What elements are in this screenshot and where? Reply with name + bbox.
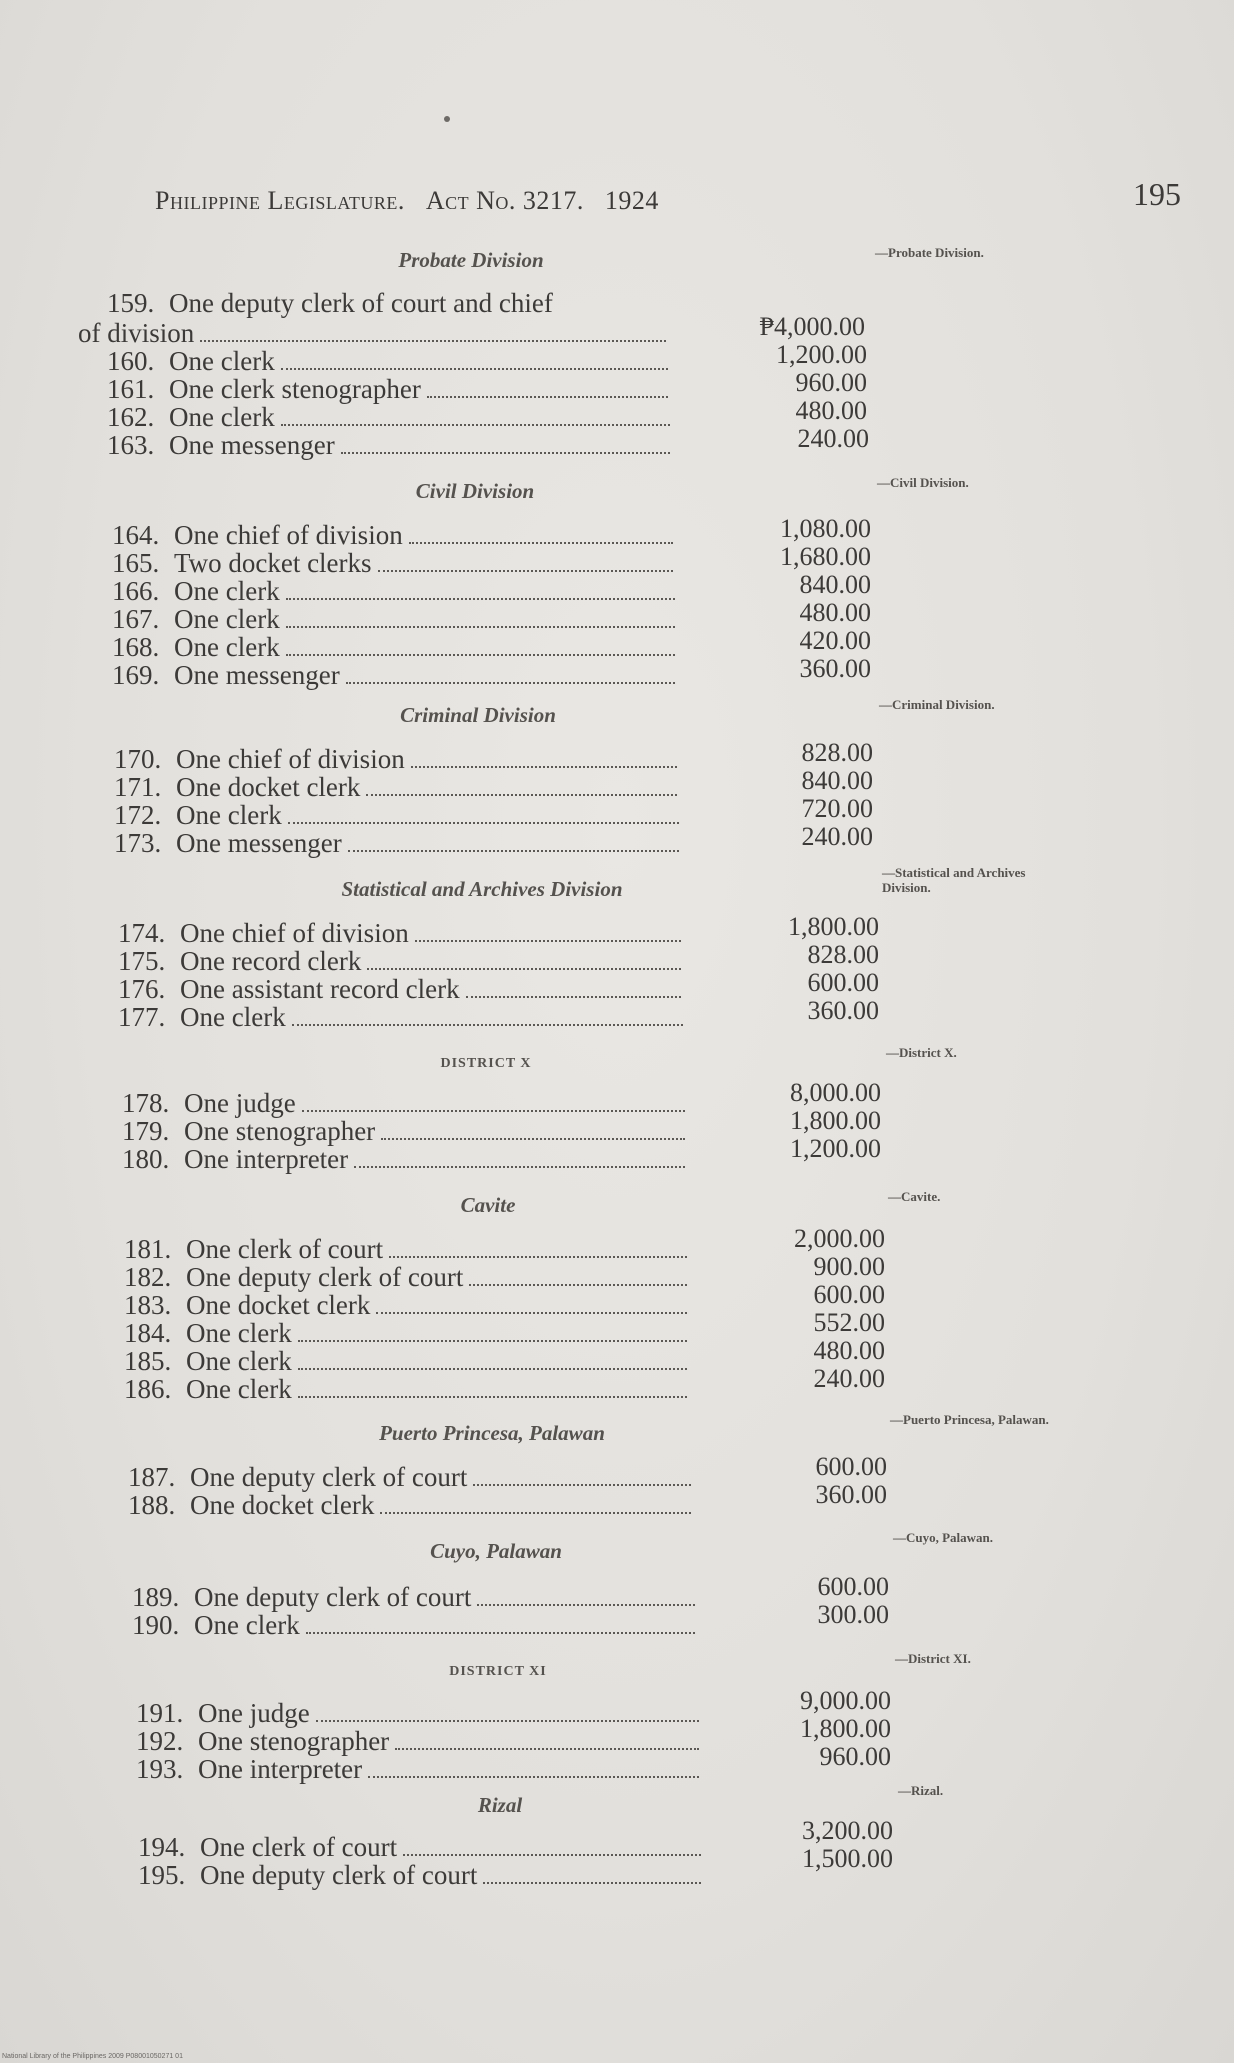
item-number: 184.: [124, 1318, 172, 1348]
list-item: [107, 431, 672, 459]
dot-leader: [286, 654, 675, 656]
item-text: One clerk: [186, 1374, 292, 1404]
item-number: 164.: [112, 520, 160, 550]
dot-leader: [367, 968, 681, 970]
item-number: 166.: [112, 576, 160, 606]
list-item: [124, 1291, 689, 1319]
amount: 480.00: [799, 598, 871, 627]
item-text: One clerk: [174, 604, 280, 634]
item-text: One clerk: [180, 1002, 286, 1032]
item-number: 191.: [136, 1698, 184, 1728]
dot-leader: [376, 1312, 687, 1314]
item-text: One judge: [184, 1088, 296, 1118]
amount: 480.00: [795, 396, 867, 425]
section-heading: Rizal: [477, 1793, 523, 1817]
item-number: 189.: [132, 1582, 180, 1612]
list-item: [124, 1347, 689, 1375]
item-text: One deputy clerk of court: [194, 1582, 472, 1612]
dot-leader: [346, 682, 675, 684]
amount: 300.00: [817, 1600, 889, 1629]
item-number: 163.: [107, 430, 155, 460]
district-heading: DISTRICT X: [440, 1056, 532, 1071]
dot-leader: [286, 626, 675, 628]
list-item: [112, 605, 677, 633]
item-number: 170.: [114, 744, 162, 774]
margin-note: —District X.: [886, 1045, 957, 1060]
item-number: 175.: [118, 946, 166, 976]
item-number: 185.: [124, 1346, 172, 1376]
margin-note: —Puerto Princesa, Palawan.: [890, 1412, 1049, 1427]
margin-note: —Cuyo, Palawan.: [893, 1530, 994, 1545]
dot-leader: [354, 1166, 685, 1168]
district-heading: DISTRICT XI: [449, 1664, 547, 1679]
item-number: 177.: [118, 1002, 166, 1032]
item-text: One clerk: [186, 1346, 292, 1376]
amount: ₱4,000.00: [759, 312, 865, 341]
dot-leader: [380, 1512, 691, 1514]
list-item: [136, 1755, 701, 1783]
amount: 1,680.00: [780, 542, 871, 571]
item-text: One clerk: [174, 576, 280, 606]
dot-leader: [469, 1284, 687, 1286]
amount: 9,000.00: [800, 1686, 891, 1715]
list-item: [114, 829, 681, 857]
running-header: [155, 186, 659, 216]
item-number: 178.: [122, 1088, 170, 1118]
item-text: One stenographer: [184, 1116, 376, 1146]
amount: 600.00: [813, 1280, 885, 1309]
list-item: [118, 919, 683, 947]
section-heading: Civil Division: [415, 479, 535, 503]
item-text: One chief of division: [174, 520, 403, 550]
item-number: 159.: [107, 288, 155, 318]
dot-leader: [298, 1368, 687, 1370]
item-number: 181.: [124, 1234, 172, 1264]
header-legislature: Philippine Legislature.: [155, 186, 405, 215]
dot-leader: [341, 452, 670, 454]
amount: 1,800.00: [790, 1106, 881, 1135]
list-item: [112, 633, 677, 661]
item-number: 173.: [114, 828, 162, 858]
item-text: One interpreter: [198, 1754, 363, 1784]
list-item: [118, 1003, 685, 1031]
list-item: [112, 577, 677, 605]
amount: 960.00: [819, 1742, 891, 1771]
margin-note: —Civil Division.: [877, 475, 969, 490]
scan-footer: National Library of the Philippines 2009 P08001050271 01: [2, 2053, 183, 2060]
item-text: One docket clerk: [176, 772, 361, 802]
list-item: [112, 661, 677, 689]
header-act-number: Act No. 3217.: [425, 186, 584, 215]
list-item: [107, 403, 672, 431]
item-number: 195.: [138, 1860, 186, 1890]
item-text: One deputy clerk of court: [200, 1860, 478, 1890]
amount: 1,200.00: [790, 1134, 881, 1163]
list-item: [122, 1117, 687, 1145]
item-text: One clerk: [194, 1610, 300, 1640]
dot-leader: [427, 396, 668, 398]
amount: 1,080.00: [780, 514, 871, 543]
amount: 600.00: [817, 1572, 889, 1601]
item-text: One clerk: [176, 800, 282, 830]
dot-leader: [286, 598, 675, 600]
dot-leader: [395, 1748, 699, 1750]
list-item: [112, 549, 675, 577]
amount: 828.00: [801, 738, 873, 767]
list-item: [124, 1263, 689, 1291]
item-text: One clerk: [169, 346, 275, 376]
item-number: 193.: [136, 1754, 184, 1784]
item-number: 180.: [122, 1144, 170, 1174]
item-number: 171.: [114, 772, 162, 802]
dot-leader: [477, 1604, 695, 1606]
item-text: One messenger: [176, 828, 342, 858]
dot-leader: [473, 1484, 691, 1486]
dot-leader: [281, 368, 668, 370]
dot-leader: [466, 996, 681, 998]
item-number: 160.: [107, 346, 155, 376]
amount: 360.00: [807, 996, 879, 1025]
list-item: [124, 1235, 689, 1263]
item-text: of division: [78, 318, 195, 348]
item-text: One clerk of court: [200, 1832, 398, 1862]
dot-leader: [366, 794, 677, 796]
item-text: One clerk stenographer: [169, 374, 421, 404]
item-text: One record clerk: [180, 946, 362, 976]
amount: 960.00: [795, 368, 867, 397]
amount: 600.00: [807, 968, 879, 997]
list-item: [122, 1089, 687, 1117]
item-text: One clerk: [174, 632, 280, 662]
item-text: One chief of division: [176, 744, 405, 774]
dot-leader: [368, 1776, 699, 1778]
list-item: [114, 801, 681, 829]
dot-leader: [302, 1110, 685, 1112]
section-heading: Cuyo, Palawan: [430, 1539, 562, 1563]
item-text: One clerk of court: [186, 1234, 384, 1264]
ink-speck: [444, 116, 450, 122]
list-item: [118, 947, 683, 975]
dot-leader: [378, 570, 673, 572]
dot-leader: [316, 1720, 699, 1722]
dot-leader: [281, 424, 670, 426]
amount: 420.00: [799, 626, 871, 655]
item-number: 172.: [114, 800, 162, 830]
item-text: One deputy clerk of court: [186, 1262, 464, 1292]
dot-leader: [381, 1138, 685, 1140]
item-number: 183.: [124, 1290, 172, 1320]
item-text: Two docket clerks: [174, 548, 372, 578]
list-item: [128, 1463, 693, 1491]
item-number: 182.: [124, 1262, 172, 1292]
item-number: 194.: [138, 1832, 186, 1862]
list-item: [107, 375, 670, 403]
list-item: [124, 1319, 689, 1347]
margin-note: —Cavite.: [888, 1189, 941, 1204]
amount: 840.00: [799, 570, 871, 599]
item-number: 168.: [112, 632, 160, 662]
list-item: [114, 773, 679, 801]
list-item: [132, 1611, 697, 1639]
item-text: One deputy clerk of court and chief: [169, 288, 553, 318]
list-item: [122, 1145, 687, 1173]
item-number: 165.: [112, 548, 160, 578]
amount: 240.00: [797, 424, 869, 453]
item-text: One chief of division: [180, 918, 409, 948]
item-number: 186.: [124, 1374, 172, 1404]
list-item: [112, 521, 675, 549]
margin-note: —Statistical and Archives Division.: [882, 865, 1026, 895]
item-number: 176.: [118, 974, 166, 1004]
item-number: 187.: [128, 1462, 176, 1492]
dot-leader: [415, 940, 681, 942]
margin-note: —Criminal Division.: [879, 697, 995, 712]
dot-leader: [403, 1854, 701, 1856]
list-item: [114, 745, 679, 773]
section-heading: Criminal Division: [400, 703, 556, 727]
section-heading: Statistical and Archives Division: [341, 877, 623, 901]
item-text: One assistant record clerk: [180, 974, 460, 1004]
dot-leader: [298, 1396, 687, 1398]
item-text: One docket clerk: [186, 1290, 371, 1320]
list-item: [118, 975, 683, 1003]
margin-note: —District XI.: [895, 1651, 971, 1666]
list-item: [124, 1375, 689, 1403]
amount: 1,200.00: [776, 340, 867, 369]
amount: 8,000.00: [790, 1078, 881, 1107]
list-item: [138, 1861, 703, 1889]
dot-leader: [483, 1882, 701, 1884]
amount: 720.00: [801, 794, 873, 823]
item-number: 190.: [132, 1610, 180, 1640]
dot-leader: [298, 1340, 687, 1342]
amount: 1,800.00: [800, 1714, 891, 1743]
margin-note: —Probate Division.: [875, 245, 984, 260]
item-number: 174.: [118, 918, 166, 948]
section-heading: Cavite: [460, 1193, 516, 1217]
dot-leader: [292, 1024, 683, 1026]
amount: 900.00: [813, 1252, 885, 1281]
amount: 828.00: [807, 940, 879, 969]
amount: 1,500.00: [802, 1844, 893, 1873]
dot-leader: [411, 766, 677, 768]
item-number: 161.: [107, 374, 155, 404]
list-item: [107, 347, 670, 375]
amount: 240.00: [801, 822, 873, 851]
item-number: 169.: [112, 660, 160, 690]
item-text: One interpreter: [184, 1144, 349, 1174]
list-item: [107, 289, 667, 317]
item-number: 192.: [136, 1726, 184, 1756]
amount: 1,800.00: [788, 912, 879, 941]
list-item: [128, 1491, 693, 1519]
item-text: One judge: [198, 1698, 310, 1728]
item-text: One clerk: [186, 1318, 292, 1348]
item-number: 162.: [107, 402, 155, 432]
item-number: 179.: [122, 1116, 170, 1146]
amount: 840.00: [801, 766, 873, 795]
margin-note: —Rizal.: [898, 1783, 944, 1798]
list-item-continuation: [78, 319, 668, 347]
item-number: 188.: [128, 1490, 176, 1520]
item-number: 167.: [112, 604, 160, 634]
amount: 360.00: [815, 1480, 887, 1509]
section-heading: Puerto Princesa, Palawan: [379, 1421, 605, 1445]
amount: 552.00: [813, 1308, 885, 1337]
list-item: [138, 1833, 703, 1861]
dot-leader: [348, 850, 679, 852]
amount: 600.00: [815, 1452, 887, 1481]
dot-leader: [409, 542, 673, 544]
list-item: [136, 1727, 701, 1755]
dot-leader: [306, 1632, 695, 1634]
list-item: [136, 1699, 701, 1727]
amount: 3,200.00: [802, 1816, 893, 1845]
amount: 360.00: [799, 654, 871, 683]
amount: 240.00: [813, 1364, 885, 1393]
page-number: 195: [1133, 176, 1181, 212]
item-text: One messenger: [174, 660, 340, 690]
section-heading: Probate Division: [398, 248, 544, 272]
amount: 480.00: [813, 1336, 885, 1365]
dot-leader: [389, 1256, 687, 1258]
dot-leader: [288, 822, 679, 824]
item-text: One clerk: [169, 402, 275, 432]
amount: 2,000.00: [794, 1224, 885, 1253]
item-text: One docket clerk: [190, 1490, 375, 1520]
header-year: 1924: [604, 186, 659, 215]
item-text: One deputy clerk of court: [190, 1462, 468, 1492]
item-text: One stenographer: [198, 1726, 390, 1756]
list-item: [132, 1583, 697, 1611]
item-text: One messenger: [169, 430, 335, 460]
dot-leader: [200, 340, 666, 342]
